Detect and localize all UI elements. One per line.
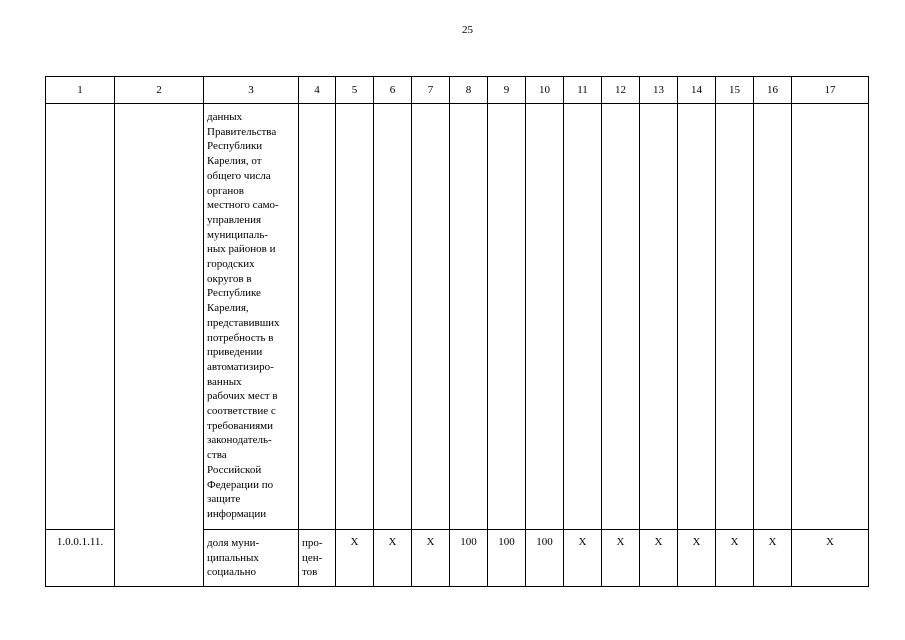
table-row xyxy=(46,104,869,530)
text-line: ванных xyxy=(207,375,242,388)
text-line: приведении xyxy=(207,346,263,359)
value-cell: Х xyxy=(374,530,412,587)
text-line: Федерации по xyxy=(207,478,274,491)
text-line: Карелия, от xyxy=(207,155,262,168)
text-line: защите xyxy=(207,493,241,506)
value-cell: 100 xyxy=(488,530,526,587)
text-line: доля муни- xyxy=(207,537,260,549)
header-cell: 13 xyxy=(640,77,678,104)
text-line: автоматизиро- xyxy=(207,360,274,373)
text-line: управления xyxy=(207,213,262,226)
text-line: про- xyxy=(302,537,323,549)
table-row xyxy=(46,530,869,587)
indicator-description xyxy=(204,104,298,522)
text-line: рабочих мест в xyxy=(207,390,278,403)
page-number: 25 xyxy=(462,24,473,36)
header-cell: 1 xyxy=(46,77,115,104)
header-cell: 3 xyxy=(204,77,299,104)
table-cell xyxy=(754,104,792,530)
value-cell: 100 xyxy=(450,530,488,587)
text-line: муниципаль- xyxy=(207,228,269,241)
value-cell: Х xyxy=(640,530,678,587)
table-cell xyxy=(678,104,716,530)
table-cell xyxy=(488,104,526,530)
indicator-description xyxy=(207,536,296,580)
text-line: органов xyxy=(207,184,244,197)
header-cell: 14 xyxy=(678,77,716,104)
header-cell: 10 xyxy=(526,77,564,104)
value-cell: Х xyxy=(716,530,754,587)
value-cell: Х xyxy=(678,530,716,587)
text-line: Карелия, xyxy=(207,302,249,315)
table-cell xyxy=(716,104,754,530)
table-cell xyxy=(792,104,869,530)
value-cell: Х xyxy=(336,530,374,587)
text-line: Правительства xyxy=(207,125,277,138)
table-cell xyxy=(46,104,115,530)
row-number-cell: 1.0.0.1.11. xyxy=(46,530,115,587)
header-cell: 15 xyxy=(716,77,754,104)
table-cell xyxy=(602,104,640,530)
value-cell: Х xyxy=(792,530,869,587)
value-cell: Х xyxy=(412,530,450,587)
text-line: Российской xyxy=(207,463,262,476)
header-cell: 6 xyxy=(374,77,412,104)
header-cell: 2 xyxy=(115,77,204,104)
text-line: представивших xyxy=(207,316,280,329)
header-cell: 5 xyxy=(336,77,374,104)
text-line: тов xyxy=(302,566,318,578)
text-line: ства xyxy=(207,449,227,462)
table-cell xyxy=(115,104,204,530)
text-line: городских xyxy=(207,258,255,271)
table-cell xyxy=(412,104,450,530)
header-cell: 8 xyxy=(450,77,488,104)
text-line: округов в xyxy=(207,272,252,285)
header-cell: 12 xyxy=(602,77,640,104)
text-line: соответствие с xyxy=(207,405,276,418)
table-cell xyxy=(336,104,374,530)
text-line: данных xyxy=(207,111,243,123)
indicator-description-cell xyxy=(204,104,299,530)
text-line: Республике xyxy=(207,287,261,300)
unit-cell xyxy=(299,530,336,587)
indicator-description-cell xyxy=(204,530,299,587)
text-line: ных районов и xyxy=(207,243,276,256)
unit-text xyxy=(302,536,333,580)
value-cell: 100 xyxy=(526,530,564,587)
table-cell xyxy=(374,104,412,530)
header-cell: 11 xyxy=(564,77,602,104)
table-cell xyxy=(640,104,678,530)
header-cell: 4 xyxy=(299,77,336,104)
value-cell: Х xyxy=(564,530,602,587)
header-cell: 17 xyxy=(792,77,869,104)
value-cell: Х xyxy=(602,530,640,587)
header-cell: 16 xyxy=(754,77,792,104)
text-line: информации xyxy=(207,507,267,520)
table-cell xyxy=(450,104,488,530)
header-row xyxy=(46,77,869,104)
text-line: законодатель- xyxy=(207,434,272,447)
text-line: местного само- xyxy=(207,199,279,212)
table-cell xyxy=(115,530,204,587)
table-cell xyxy=(299,104,336,530)
text-line: цен- xyxy=(302,551,323,564)
table-cell xyxy=(526,104,564,530)
header-cell: 9 xyxy=(488,77,526,104)
text-line: ципальных xyxy=(207,551,259,564)
text-line: потребность в xyxy=(207,331,274,344)
header-cell: 7 xyxy=(412,77,450,104)
text-line: общего числа xyxy=(207,169,271,182)
text-line: требованиями xyxy=(207,419,274,432)
text-line: Республики xyxy=(207,140,263,153)
text-line: социально xyxy=(207,566,257,578)
value-cell: Х xyxy=(754,530,792,587)
indicator-table xyxy=(45,76,869,587)
table-cell xyxy=(564,104,602,530)
